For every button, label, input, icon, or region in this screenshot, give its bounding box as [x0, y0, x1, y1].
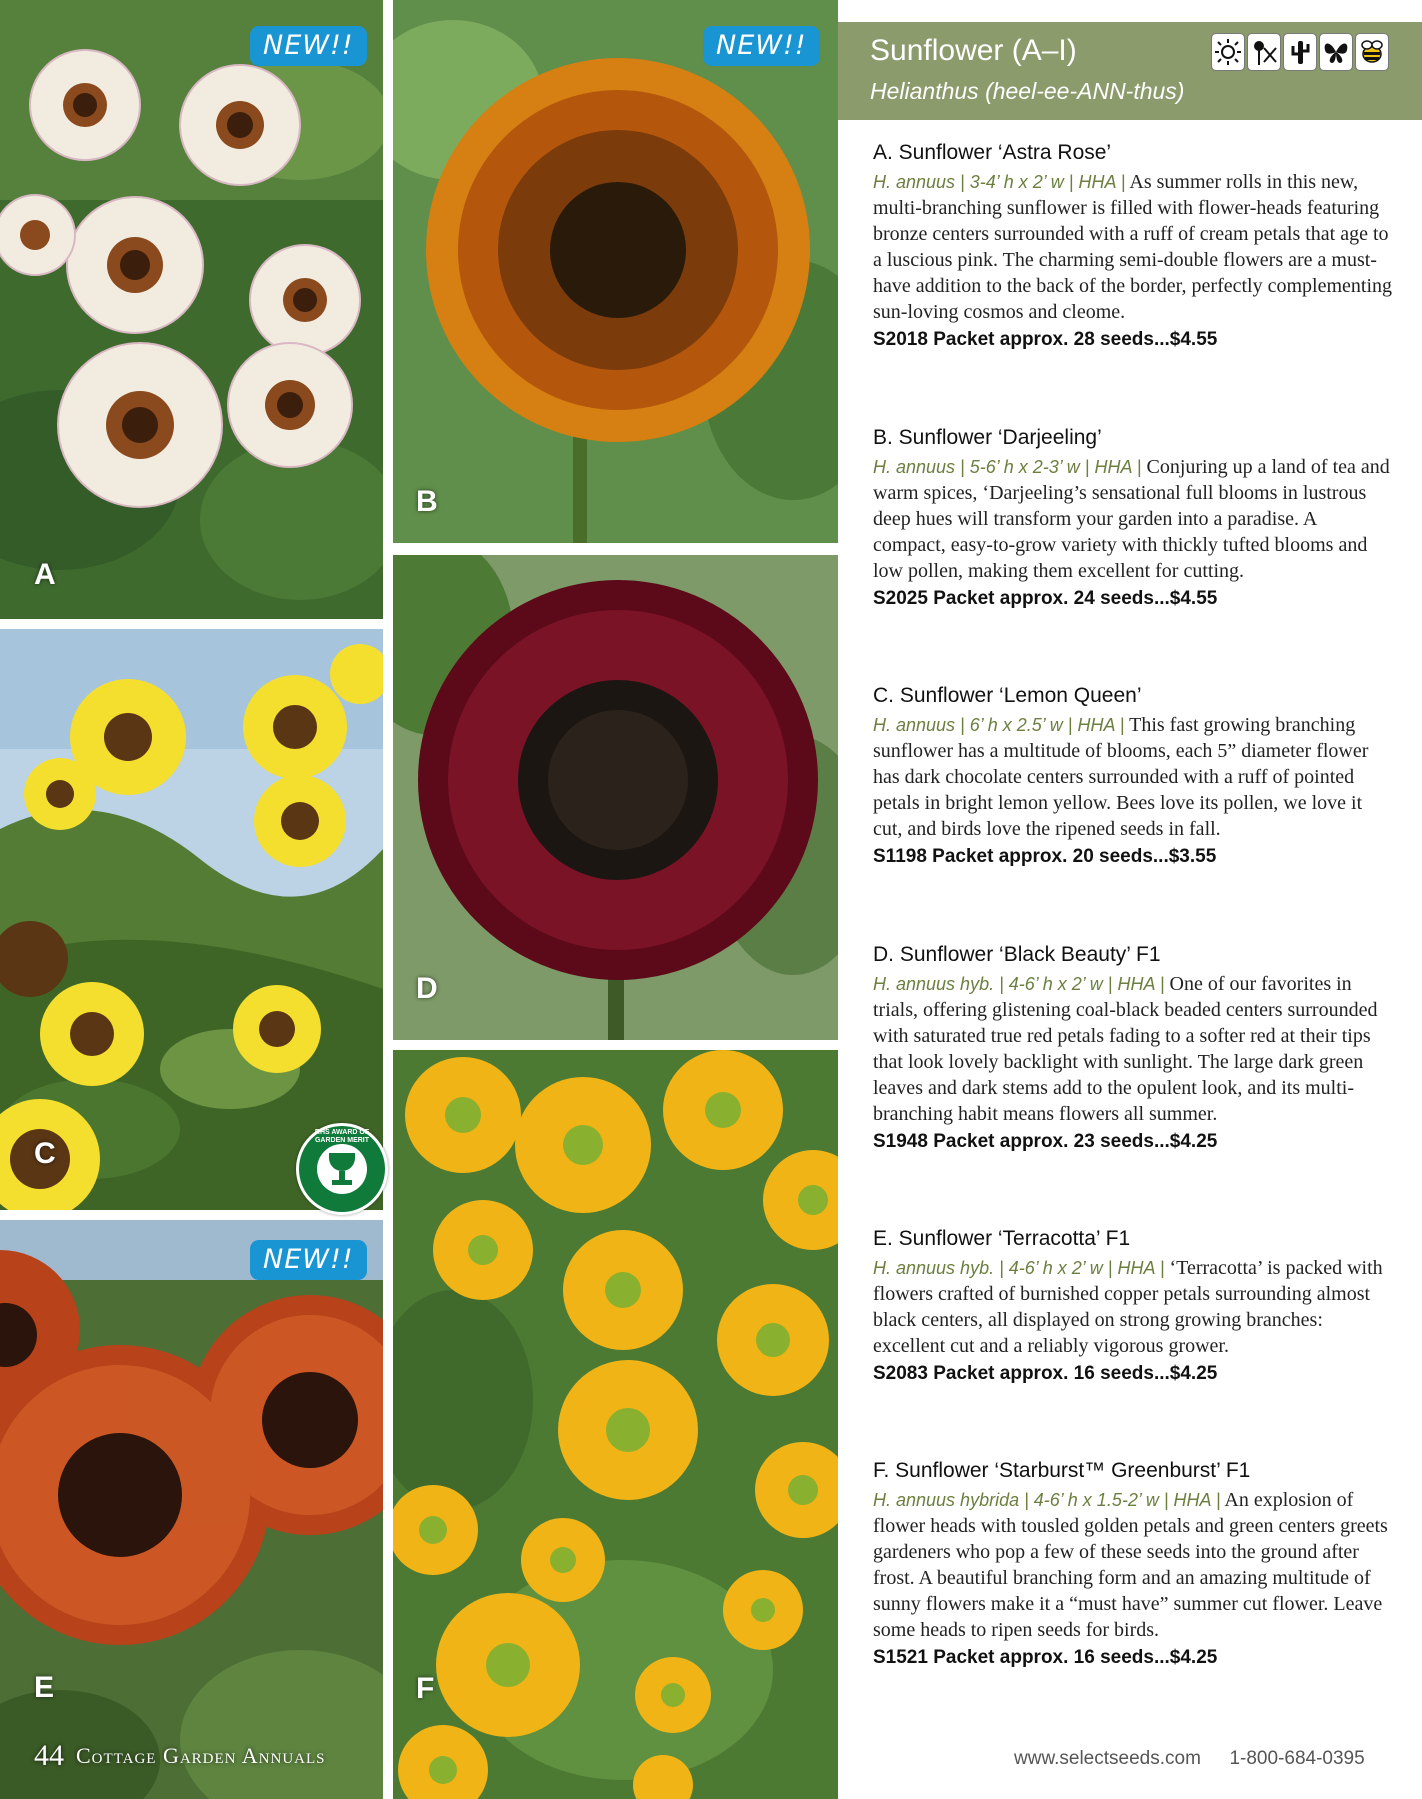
- product-spec: H. annuus hybrida | 4-6’ h x 1.5-2’ w | HHA |: [873, 1490, 1221, 1510]
- product-description-block: [873, 454, 1393, 584]
- photo-c-image: [0, 629, 383, 1210]
- product-description: Conjuring up a land of tea and warm spices, ‘Darjeeling’s sensational full blooms in lustrous deep hues will transform your garden into a paradise. A compact, easy-to-grow variety with thickly tufted blooms and low pollen, making them excellent for cutting.: [873, 456, 1390, 582]
- page-number: 44: [34, 1739, 64, 1772]
- product-title: F. Sunflower ‘Starburst™ Greenburst’ F1: [873, 1459, 1251, 1482]
- product-spec: H. annuus | 6’ h x 2.5’ w | HHA |: [873, 715, 1125, 735]
- product-entry-e: [873, 1227, 1393, 1385]
- section-subtitle: Helianthus (heel-ee-ANN-thus): [870, 78, 1185, 104]
- product-description: An explosion of flower heads with tousled golden petals and green centers greets gardeners who pop a few of these seeds into the ground after frost. A beautiful branching form and an amazing multitude of sunny flowers make it a “must have” summer cut flower. Leave some heads to ripen seeds for birds.: [873, 1489, 1388, 1641]
- product-price: S2083 Packet approx. 16 seeds...$4.25: [873, 1363, 1218, 1384]
- photo-b: [393, 0, 838, 543]
- product-price: S1521 Packet approx. 16 seeds...$4.25: [873, 1647, 1218, 1668]
- photo-letter: C: [34, 1137, 56, 1170]
- product-price: S2025 Packet approx. 24 seeds...$4.55: [873, 588, 1218, 609]
- photo-d-image: [393, 555, 838, 1040]
- photo-f: [393, 1050, 838, 1799]
- product-price: S1948 Packet approx. 23 seeds...$4.25: [873, 1131, 1218, 1152]
- new-badge: NEW!!: [703, 26, 820, 66]
- photo-d: [393, 555, 838, 1040]
- product-title: D. Sunflower ‘Black Beauty’ F1: [873, 943, 1161, 966]
- product-price: S2018 Packet approx. 28 seeds...$4.55: [873, 329, 1218, 350]
- product-description: This fast growing branching sunflower has a multitude of blooms, each 5” diameter flower has dark chocolate centers surrounded with a ruff of pointed petals in bright lemon yellow. Bees love its pollen, we love it cut, and birds love the ripened seeds in fall.: [873, 714, 1369, 840]
- product-title: C. Sunflower ‘Lemon Queen’: [873, 684, 1142, 707]
- product-description-block: [873, 1487, 1393, 1643]
- rhs-award-text: RHS AWARD OF GARDEN MERIT: [314, 1129, 370, 1144]
- product-spec: H. annuus | 3-4’ h x 2’ w | HHA |: [873, 172, 1126, 192]
- photo-f-image: [393, 1050, 838, 1799]
- product-spec: H. annuus | 5-6’ h x 2-3’ w | HHA |: [873, 457, 1142, 477]
- product-description-block: [873, 712, 1393, 842]
- new-badge: NEW!!: [250, 1240, 367, 1280]
- product-description: ‘Terracotta’ is packed with flowers crafted of burnished copper petals surrounding almost black centers, all displayed on strong growing branches: excellent cut and a reliably vigorous grower.: [873, 1257, 1383, 1357]
- photo-letter: D: [416, 972, 438, 1005]
- product-description-block: [873, 971, 1393, 1127]
- sun-icon: [1211, 33, 1245, 71]
- product-description: As summer rolls in this new, multi-branching sunflower is filled with flower-heads featuring bronze centers surrounded with a ruff of cream petals that age to a luscious pink. The charming semi-double flowers are a must-have addition to the back of the border, perfectly complementing sun-loving cosmos and cleome.: [873, 171, 1393, 323]
- catalog-section: Cottage Garden Annuals: [76, 1743, 326, 1768]
- growing-icons: [1211, 33, 1389, 73]
- website-link[interactable]: www.selectseeds.com: [1014, 1748, 1201, 1769]
- product-title: A. Sunflower ‘Astra Rose’: [873, 141, 1112, 164]
- product-description-block: [873, 1255, 1393, 1359]
- product-title: E. Sunflower ‘Terracotta’ F1: [873, 1227, 1131, 1250]
- new-badge: NEW!!: [250, 26, 367, 66]
- product-entry-b: [873, 426, 1393, 610]
- product-price: S1198 Packet approx. 20 seeds...$3.55: [873, 846, 1217, 867]
- photo-c: [0, 629, 383, 1210]
- photo-e: [0, 1220, 383, 1799]
- product-spec: H. annuus hyb. | 4-6’ h x 2’ w | HHA |: [873, 974, 1165, 994]
- trophy-base: [332, 1180, 352, 1185]
- rhs-award-badge: [296, 1123, 388, 1215]
- product-entry-d: [873, 943, 1393, 1153]
- photo-a: [0, 0, 383, 619]
- photo-letter: A: [34, 558, 56, 591]
- photo-b-image: [393, 0, 838, 543]
- product-entry-f: [873, 1459, 1393, 1669]
- section-title: Sunflower (A–I): [870, 34, 1077, 67]
- product-description: One of our favorites in trials, offering glistening coal-black beaded centers surrounded with saturated true red petals fading to a softer red at their tips that look lovely backlight with sunlight. The large dark green leaves and dark stems add to the opulent look, and its multi-branching habit means flowers all summer.: [873, 973, 1378, 1125]
- product-entry-a: [873, 141, 1393, 351]
- butterfly-icon: [1319, 33, 1353, 71]
- photo-a-image: [0, 0, 383, 619]
- photo-letter: B: [416, 485, 438, 518]
- product-spec: H. annuus hyb. | 4-6’ h x 2’ w | HHA |: [873, 1258, 1165, 1278]
- photo-letter: F: [416, 1672, 435, 1705]
- page-footer-right: [1014, 1748, 1365, 1770]
- product-description-block: [873, 169, 1393, 325]
- bee-icon: [1355, 33, 1389, 71]
- phone-number: 1-800-684-0395: [1229, 1748, 1365, 1769]
- cut-flower-icon: [1247, 33, 1281, 71]
- product-title: B. Sunflower ‘Darjeeling’: [873, 426, 1102, 449]
- photo-letter: E: [34, 1671, 55, 1704]
- page-footer-left: [34, 1739, 326, 1773]
- photo-e-image: [0, 1220, 383, 1799]
- drought-tolerant-icon: [1283, 33, 1317, 71]
- product-entry-c: [873, 684, 1393, 868]
